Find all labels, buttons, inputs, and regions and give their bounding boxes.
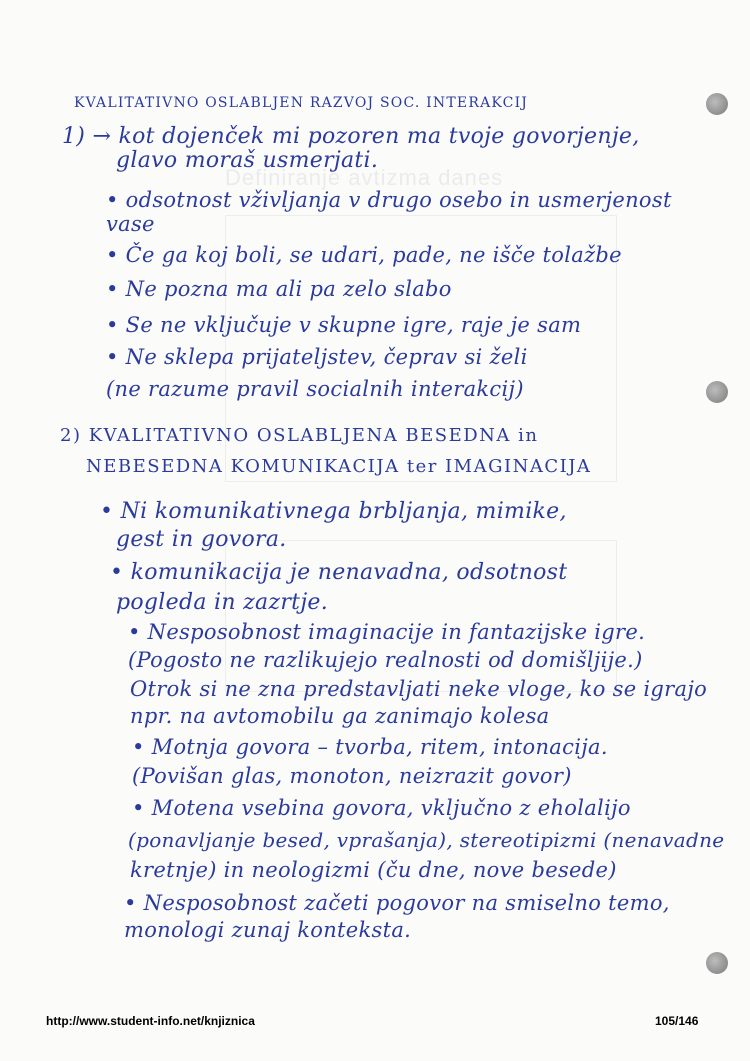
s2-line-1: • Ni komunikativnega brbljanja, mimike, xyxy=(100,499,567,524)
s1-line-9: (ne razume pravil socialnih interakcij) xyxy=(106,377,524,401)
s1-line-5: • Če ga koj boli, se udari, pade, ne išče tolažbe xyxy=(106,243,622,267)
s2-line-5: • Nesposobnost imaginacije in fantazijske igre. xyxy=(128,620,646,644)
s2-line-9: • Motnja govora – tvorba, ritem, intonacija. xyxy=(132,735,608,759)
s1-line-8: • Ne sklepa prijateljstev, čeprav si želi xyxy=(106,345,528,369)
s1-line-7: • Se ne vključuje v skupne igre, raje je sam xyxy=(106,313,582,337)
s2-line-4: pogleda in zazrtje. xyxy=(116,590,329,615)
s2-line-12: (ponavljanje besed, vprašanja), stereotipizmi (nenavadne xyxy=(128,828,725,852)
punch-hole-bottom xyxy=(706,952,728,974)
s1-line-3: • odsotnost vživljanja v drugo osebo in usmerjenost xyxy=(106,188,672,212)
s2-heading-1: 2) KVALITATIVNO OSLABLJENA BESEDNA in xyxy=(60,425,539,446)
s2-line-13: kretnje) in neologizmi (ču dne, nove besede) xyxy=(130,858,617,882)
s1-line-4: vase xyxy=(106,212,155,236)
s1-line-1: 1) → kot dojenček mi pozoren ma tvoje govorjenje, xyxy=(62,124,640,149)
s2-line-8: npr. na avtomobilu ga zanimajo kolesa xyxy=(130,704,550,728)
s2-line-15: monologi zunaj konteksta. xyxy=(124,918,412,942)
s2-heading-2: NEBESEDNA KOMUNIKACIJA ter IMAGINACIJA xyxy=(86,456,592,477)
punch-hole-middle xyxy=(706,381,728,403)
s2-line-6: (Pogosto ne razlikujejo realnosti od domišljije.) xyxy=(128,648,643,672)
show-through-title: Definiranje avtizma danes xyxy=(225,165,504,190)
s2-line-7: Otrok si ne zna predstavljati neke vloge, ko se igrajo xyxy=(130,677,708,701)
s2-line-10: (Povišan glas, monoton, neizrazit govor) xyxy=(132,764,572,788)
s2-line-11: • Motena vsebina govora, vključno z eholalijo xyxy=(132,796,631,820)
s1-line-6: • Ne pozna ma ali pa zelo slabo xyxy=(106,277,452,301)
s2-line-14: • Nesposobnost začeti pogovor na smiselno temo, xyxy=(124,891,670,915)
s2-line-2: gest in govora. xyxy=(116,527,287,552)
footer-page-number: 105/146 xyxy=(655,1014,699,1028)
footer-url: http://www.student-info.net/knjiznica xyxy=(46,1014,255,1028)
s2-line-3: • komunikacija je nenavadna, odsotnost xyxy=(110,560,568,585)
s1-line-2: glavo moraš usmerjati. xyxy=(116,148,379,173)
heading: KVALITATIVNO OSLABLJEN RAZVOJ SOC. INTERAKCIJ xyxy=(74,95,529,111)
punch-hole-top xyxy=(706,93,728,115)
